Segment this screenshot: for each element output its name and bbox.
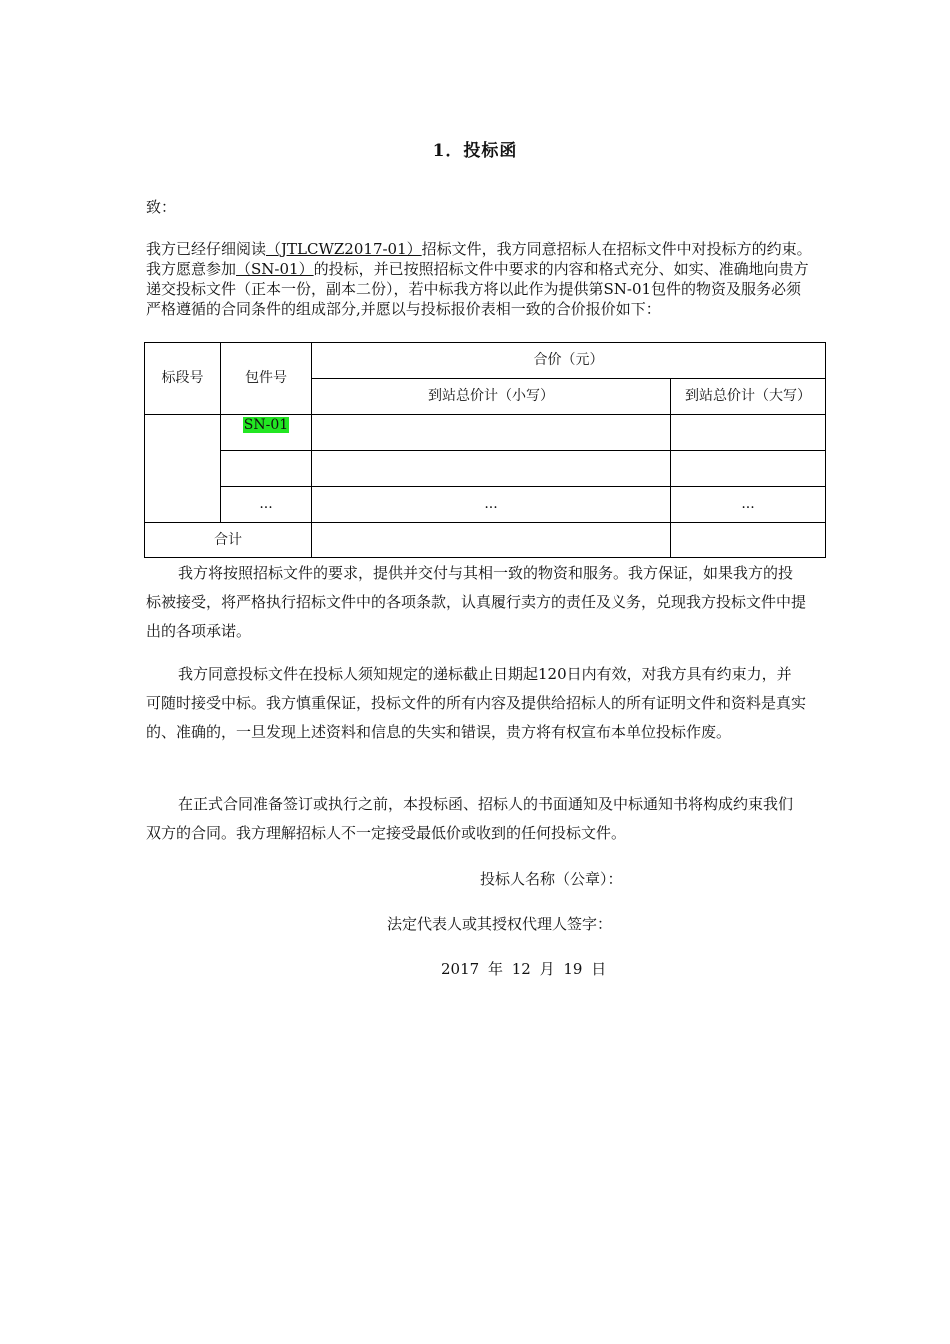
table-row xyxy=(145,415,826,451)
small-total-cell: ... xyxy=(312,487,671,523)
commitment-paragraph: 我方将按照招标文件的要求，提供并交付与其相一致的物资和服务。我方保证，如果我方的投标被接受，将严格执行招标文件中的各项条款，认真履行卖方的责任及义务，兑现我方投标文件中提出的各项承诺。 xyxy=(146,564,807,640)
header-package-number: 包件号 xyxy=(221,343,312,415)
signature-date: 2017 年 12 月 19 日 xyxy=(441,960,607,978)
header-section-number: 标段号 xyxy=(145,343,221,415)
representative-signature-label: 法定代表人或其授权代理人签字： xyxy=(387,915,613,933)
header-total-large: 到站总价计（大写） xyxy=(671,379,826,415)
sum-label: 合计 xyxy=(145,523,312,558)
header-total-small: 到站总价计（小写） xyxy=(312,379,671,415)
document-title: 1．投标函 xyxy=(432,141,518,161)
sum-row xyxy=(145,523,826,558)
header-total-price: 合价（元） xyxy=(312,343,826,379)
salutation: 致： xyxy=(146,198,177,216)
large-total-cell xyxy=(671,451,826,487)
small-total-cell xyxy=(312,451,671,487)
sum-large-cell xyxy=(671,523,826,558)
tender-reference-number: （JTLCWZ2017-01） xyxy=(266,240,422,258)
package-cell xyxy=(221,451,312,487)
intro-text-3: 的投标，并已按照招标文件中要求的内容和格式充分、如实、准确地向贵方递交投标文件（正本一份，副本二份），若中标我方将以此作为提供第SN-01包件的物资及服务必须严格遵循的合同条件的组成部分,并愿以与投标报价表相一致的合价报价如下： xyxy=(146,260,809,318)
intro-text-2: 招标文件，我方同意招标人在招标文件中对投标方的约束。我方愿意参加 xyxy=(146,240,812,278)
table-row xyxy=(145,487,826,523)
table-row xyxy=(145,451,826,487)
intro-paragraph xyxy=(146,239,816,319)
price-table xyxy=(144,342,826,558)
intro-text-1: 我方已经仔细阅读 xyxy=(146,240,267,258)
sum-small-cell xyxy=(312,523,671,558)
highlighted-package: SN-01 xyxy=(243,417,289,433)
package-cell: ... xyxy=(221,487,312,523)
large-total-cell: ... xyxy=(671,487,826,523)
package-cell xyxy=(221,415,312,451)
section-cell xyxy=(145,415,221,523)
bidder-name-label: 投标人名称（公章）： xyxy=(480,870,623,888)
package-reference: （SN-01） xyxy=(236,260,314,278)
contract-paragraph: 在正式合同准备签订或执行之前，本投标函、招标人的书面通知及中标通知书将构成约束我们双方的合同。我方理解招标人不一定接受最低价或收到的任何投标文件。 xyxy=(146,795,794,842)
large-total-cell xyxy=(671,415,826,451)
validity-paragraph: 我方同意投标文件在投标人须知规定的递标截止日期起120日内有效，对我方具有约束力，并可随时接受中标。我方慎重保证，投标文件的所有内容及提供给招标人的所有证明文件和资料是真实的、准确的，一旦发现上述资料和信息的失实和错误，贵方将有权宣布本单位投标作废。 xyxy=(146,665,807,741)
small-total-cell xyxy=(312,415,671,451)
